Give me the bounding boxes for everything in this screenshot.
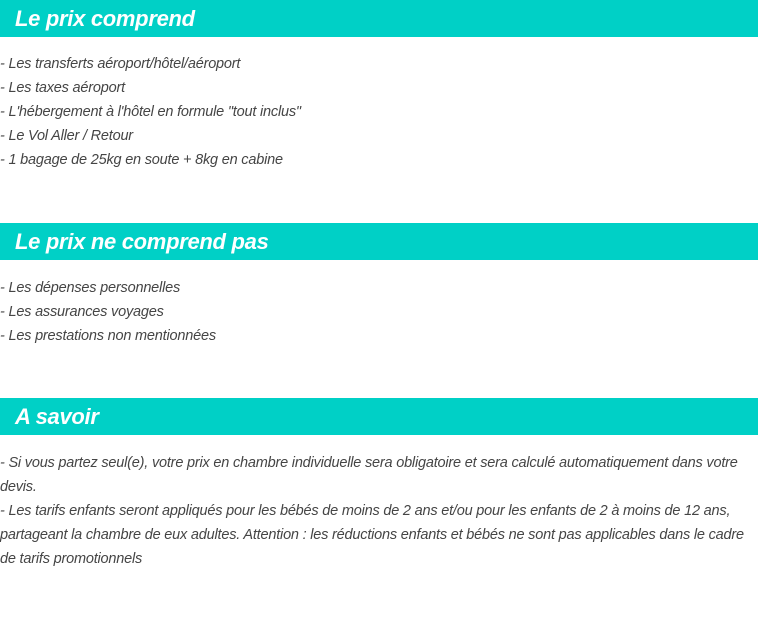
list-item: - Les assurances voyages bbox=[0, 304, 164, 320]
excluded-list bbox=[0, 276, 758, 348]
section-price-excludes bbox=[0, 223, 758, 348]
section-header-price-excludes bbox=[0, 223, 758, 260]
section-price-includes bbox=[0, 0, 758, 172]
list-item: - 1 bagage de 25kg en soute + 8kg en cabine bbox=[0, 152, 283, 168]
list-item: - Si vous partez seul(e), votre prix en chambre individuelle sera obligatoire et sera calculé automatiquement dans votre devis. bbox=[0, 455, 738, 495]
section-header-good-to-know bbox=[0, 398, 758, 435]
section-title: A savoir bbox=[15, 404, 99, 429]
list-item: - Les tarifs enfants seront appliqués pour les bébés de moins de 2 ans et/ou pour les enfants de 2 à moins de 12 ans, partageant la chambre de eux adultes. Attention : les réductions enfants et bébés ne sont pas applicables dans le cadre de tarifs promotionnels bbox=[0, 503, 744, 567]
list-item: - Les prestations non mentionnées bbox=[0, 328, 216, 344]
section-title: Le prix ne comprend pas bbox=[15, 229, 269, 254]
list-item: - Les transferts aéroport/hôtel/aéroport bbox=[0, 56, 241, 72]
list-item: - Le Vol Aller / Retour bbox=[0, 128, 133, 144]
list-item: - Les taxes aéroport bbox=[0, 80, 125, 96]
list-item: - L'hébergement à l'hôtel en formule "tout inclus" bbox=[0, 104, 301, 120]
section-title: Le prix comprend bbox=[15, 6, 195, 31]
info-list bbox=[0, 451, 758, 571]
included-list bbox=[0, 52, 758, 172]
section-good-to-know bbox=[0, 398, 758, 571]
section-header-price-includes bbox=[0, 0, 758, 37]
list-item: - Les dépenses personnelles bbox=[0, 280, 180, 296]
